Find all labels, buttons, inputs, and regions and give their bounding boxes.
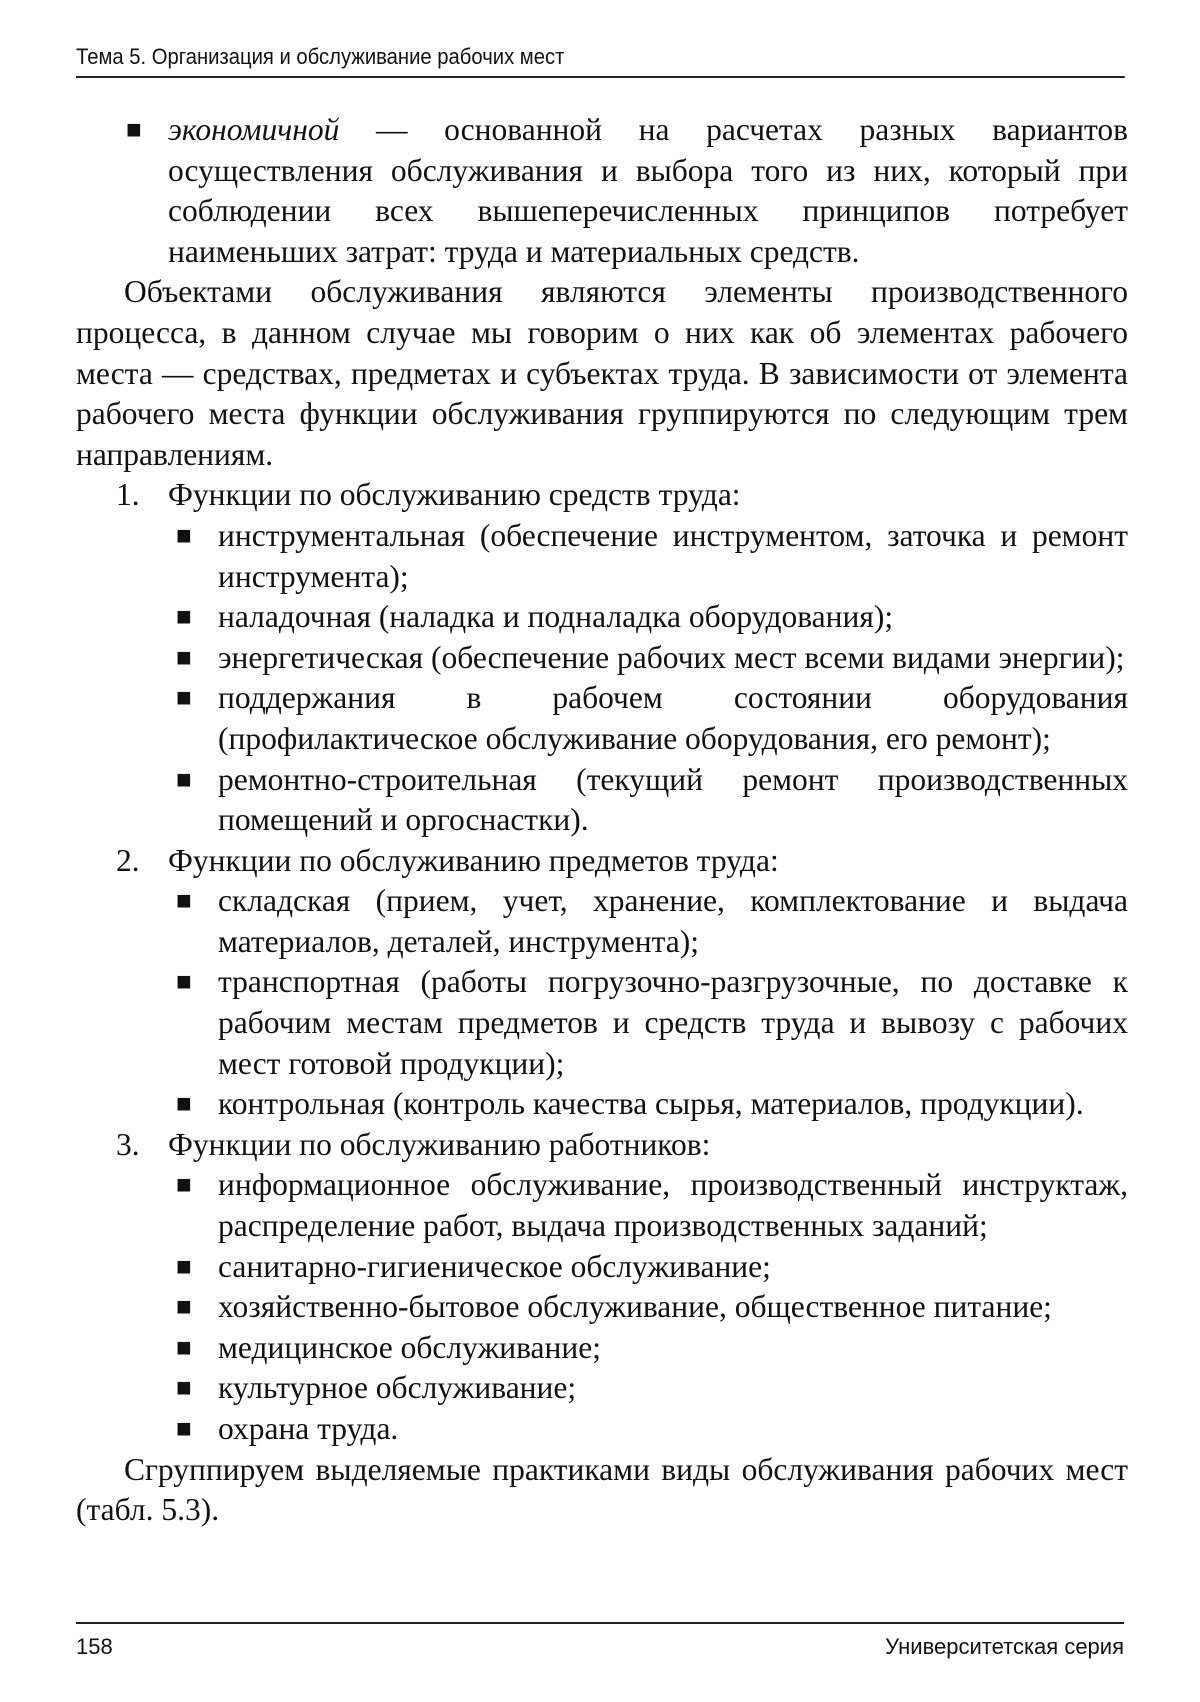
list-item bbox=[76, 881, 1128, 962]
group-heading bbox=[76, 1125, 1128, 1166]
group-number: 1. bbox=[116, 477, 140, 513]
list-item bbox=[76, 760, 1128, 841]
group-heading bbox=[76, 475, 1128, 516]
list-item-text: инструментальная (обеспечение инструментом, заточка и ремонт инструмента); bbox=[218, 517, 1128, 594]
intro-term: экономичной bbox=[168, 112, 340, 147]
group-number: 3. bbox=[116, 1126, 140, 1162]
list-item bbox=[76, 1165, 1128, 1246]
list-item-text: контрольная (контроль качества сырья, материалов, продукции). bbox=[218, 1086, 1084, 1122]
page-body bbox=[76, 110, 1128, 1531]
bullet-icon: ■ bbox=[176, 967, 192, 997]
list-item bbox=[76, 962, 1128, 1084]
list-item-text: хозяйственно-бытовое обслуживание, общественное питание; bbox=[218, 1289, 1052, 1325]
closing-paragraph: Сгруппируем выделяемые практиками виды обслуживания рабочих мест (табл. 5.3). bbox=[76, 1451, 1128, 1528]
intro-bullet bbox=[76, 110, 1128, 272]
bullet-icon: ■ bbox=[176, 764, 192, 794]
group-title: Функции по обслуживанию предметов труда: bbox=[168, 842, 779, 878]
bullet-icon: ■ bbox=[176, 1332, 192, 1362]
bullet-icon: ■ bbox=[176, 1251, 192, 1281]
intro-text: — основанной на расчетах разных вариантов осуществления обслуживания и выбора того из них, который при соблюдении всех вышеперечисленных принципов потребует наименьших затрат: труда и материальных средств. bbox=[168, 112, 1128, 269]
group-title: Функции по обслуживанию работников: bbox=[168, 1126, 711, 1162]
header-title: Тема 5. Организация и обслуживание рабочих мест bbox=[76, 44, 565, 69]
page-number: 158 bbox=[76, 1634, 113, 1659]
bullet-icon: ■ bbox=[176, 1170, 192, 1200]
list-item bbox=[76, 638, 1128, 679]
bullet-icon: ■ bbox=[176, 1089, 192, 1119]
list-item bbox=[76, 1409, 1128, 1450]
list-item bbox=[76, 1247, 1128, 1288]
list-item bbox=[76, 1084, 1128, 1125]
list-item bbox=[76, 678, 1128, 759]
paragraph-1: Объектами обслуживания являются элементы производственного процесса, в данном случае мы говорим о них как об элементах рабочего места — средствах, предметах и субъектах труда. В зависимости от элемента рабочего места функции обслуживания группируются по следующим трем направлениям. bbox=[76, 274, 1128, 472]
running-header bbox=[76, 44, 1125, 78]
group-heading bbox=[76, 841, 1128, 882]
list-item-text: культурное обслуживание; bbox=[218, 1370, 577, 1406]
running-footer bbox=[76, 1634, 1124, 1660]
bullet-icon: ■ bbox=[176, 642, 192, 672]
series-name: Университетская серия bbox=[885, 1634, 1124, 1659]
group-title: Функции по обслуживанию средств труда: bbox=[168, 477, 741, 513]
group-number: 2. bbox=[116, 842, 140, 878]
list-item bbox=[76, 1287, 1128, 1328]
list-item bbox=[76, 516, 1128, 597]
list-item-text: ремонтно-строительная (текущий ремонт производственных помещений и оргоснастки). bbox=[218, 761, 1128, 838]
bullet-icon: ■ bbox=[126, 115, 142, 144]
bullet-icon: ■ bbox=[176, 602, 192, 632]
list-item-text: транспортная (работы погрузочно-разгрузочные, по доставке к рабочим местам предметов и средств труда и вывозу с рабочих мест готовой продукции); bbox=[218, 964, 1128, 1081]
list-item-text: медицинское обслуживание; bbox=[218, 1329, 601, 1365]
list-item-text: охрана труда. bbox=[218, 1411, 399, 1446]
list-item-text: информационное обслуживание, производственный инструктаж, распределение работ, выдача производственных заданий; bbox=[218, 1167, 1128, 1244]
list-item-text: наладочная (наладка и подналадка оборудования); bbox=[218, 599, 894, 635]
list-item bbox=[76, 597, 1128, 638]
list-item-text: поддержания в рабочем состоянии оборудования (профилактическое обслуживание оборудования, его ремонт); bbox=[218, 680, 1128, 756]
bullet-icon: ■ bbox=[176, 1373, 192, 1403]
list-item-text: складская (прием, учет, хранение, комплектование и выдача материалов, деталей, инструмента); bbox=[218, 883, 1128, 959]
list-item-text: санитарно-гигиеническое обслуживание; bbox=[218, 1248, 771, 1284]
list-item bbox=[76, 1368, 1128, 1409]
list-item bbox=[76, 1328, 1128, 1369]
list-item-text: энергетическая (обеспечение рабочих мест всеми видами энергии); bbox=[218, 639, 1125, 675]
footer-divider bbox=[76, 1622, 1124, 1624]
bullet-icon: ■ bbox=[176, 683, 192, 713]
bullet-icon: ■ bbox=[176, 1292, 192, 1322]
bullet-icon: ■ bbox=[176, 520, 192, 550]
bullet-icon: ■ bbox=[176, 1414, 192, 1443]
bullet-icon: ■ bbox=[176, 886, 192, 916]
